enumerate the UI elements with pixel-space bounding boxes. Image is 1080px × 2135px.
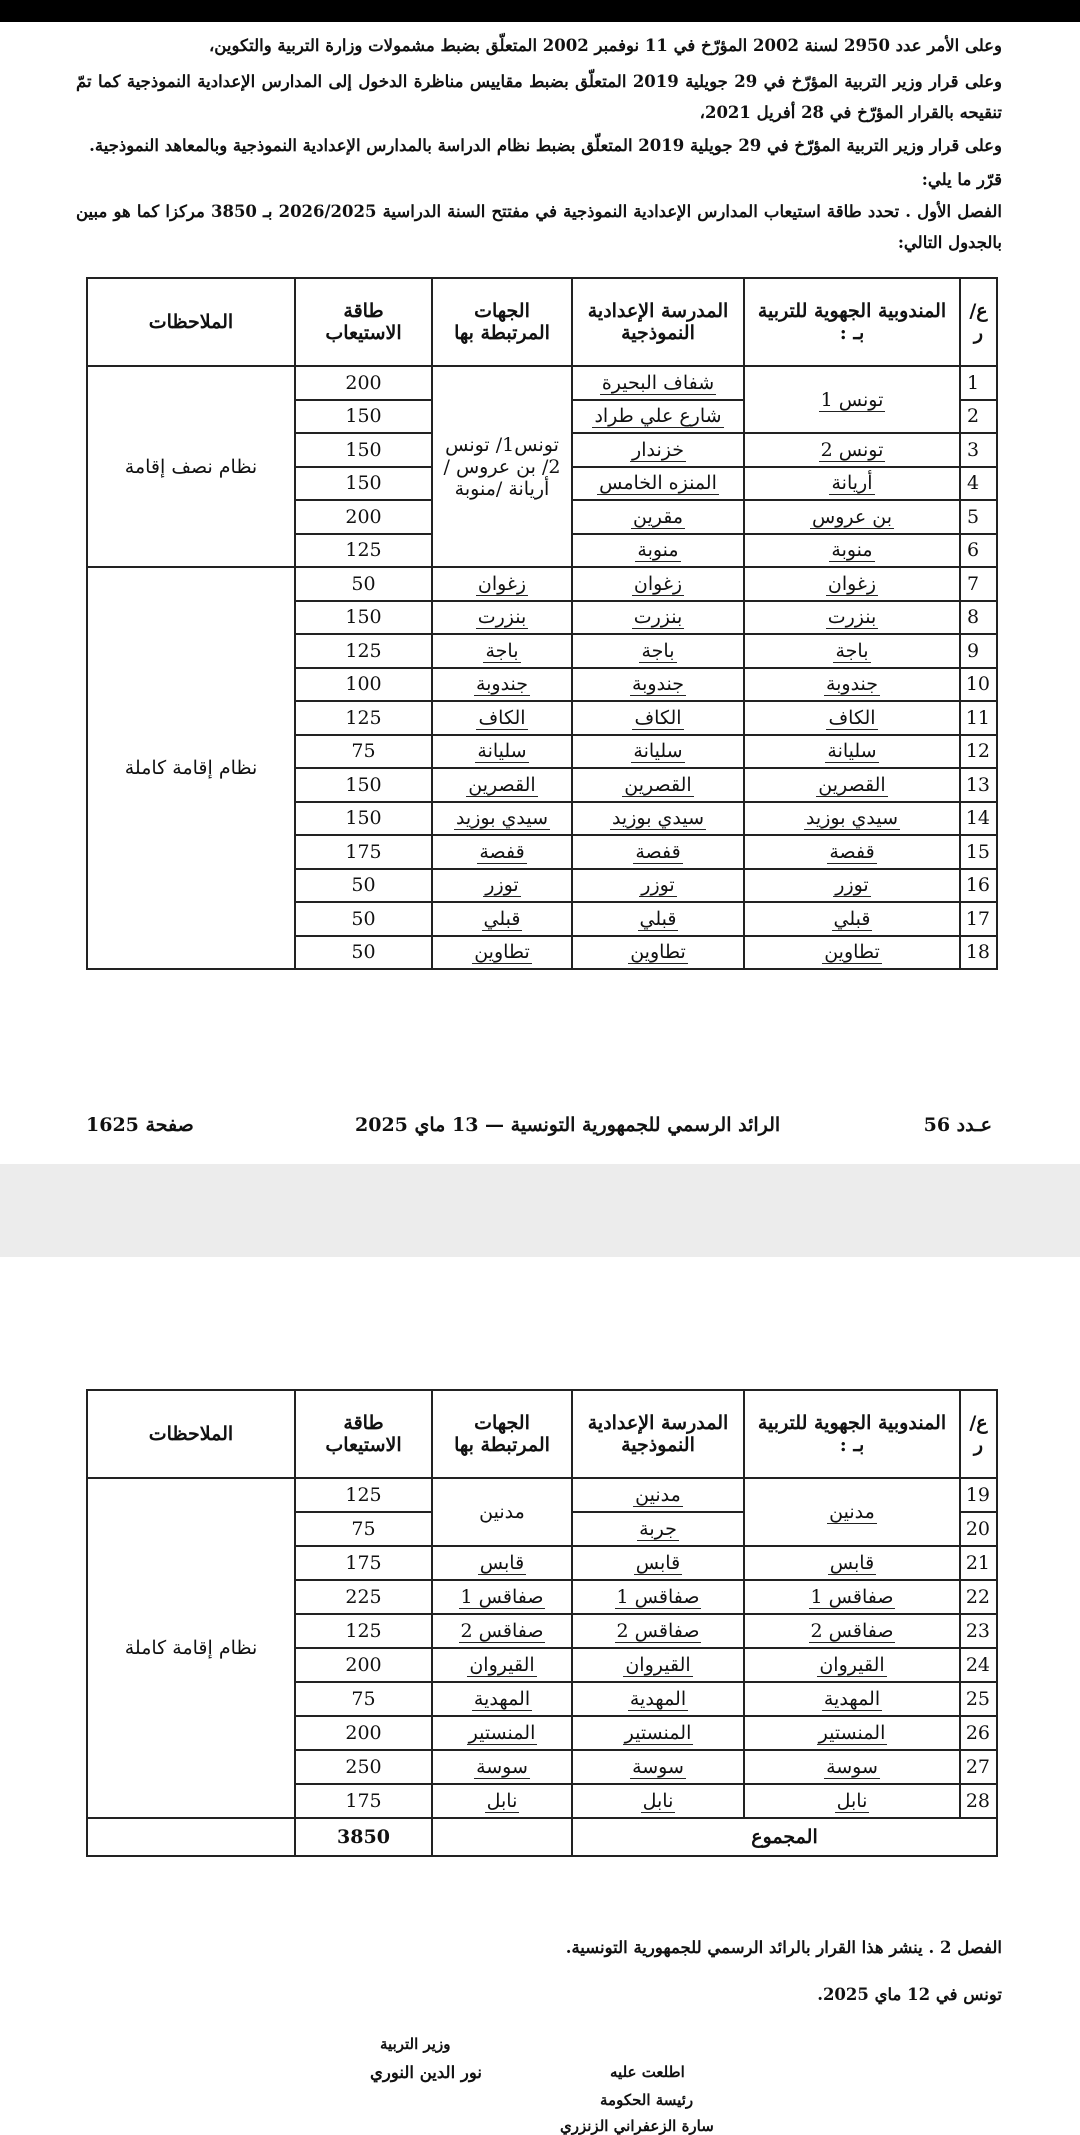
capacity-cell: 150 [295,400,432,434]
region-cell-text: سليانة [827,740,877,763]
total-label: المجموع [572,1818,997,1856]
linked-regions-cell-text: المنستير [468,1722,536,1744]
school-cell-text: شفاف البحيرة [601,371,715,394]
school-cell [572,1716,744,1750]
header-serial: ع/ر [960,1390,997,1478]
header-linked: الجهات المرتبطة بها [432,1390,572,1478]
region-cell-text: بن عروس [812,505,892,528]
table-row [87,366,997,400]
capacity-cell: 175 [295,1546,432,1580]
row-number: 28 [960,1784,997,1818]
school-cell [572,1580,744,1614]
region-cell [744,467,960,501]
header-serial: ع/ر [960,278,997,366]
row-number: 1 [960,366,997,400]
capacity-cell: 200 [295,500,432,534]
region-cell-text: مدنين [829,1501,875,1523]
school-cell-text: المهدية [629,1688,687,1710]
school-cell-text: جندوبة [631,673,685,696]
school-cell-text: زغوان [633,572,683,595]
linked-regions-cell-text: القصرين [468,773,536,796]
paragraph-article-1: الفصل الأول . تحدد طاقة استيعاب المدارس الإعدادية النموذجية في مفتتح السنة الدراسية 2026/2025 بـ 3850 مركزا كما هو مبين بالجدول التالي: [76,202,1003,252]
region-cell [744,1614,960,1648]
school-cell-text: صفاقس 2 [616,1620,700,1642]
paragraph-entry-criteria: وعلى قرار وزير التربية المؤرّخ في 29 جويلية 2019 المتعلّق بضبط مقاييس مناظرة الدخول إلى المدارس الإعدادية النموذجية كما تمّ تنقيحه بالقرار المؤرّخ في 28 أفريل 2021، [76,72,1003,122]
row-number: 17 [960,902,997,936]
linked-regions-cell-text: سليانة [477,740,527,763]
linked-regions-cell [432,601,572,635]
row-number: 9 [960,634,997,668]
row-number: 23 [960,1614,997,1648]
school-cell-text: المنستير [624,1722,692,1744]
row-number: 20 [960,1512,997,1546]
region-cell-text: جندوبة [825,673,879,696]
linked-regions-cell [432,735,572,769]
linked-regions-cell [432,634,572,668]
school-cell [572,567,744,601]
row-number: 3 [960,433,997,467]
linked-regions-cell [432,869,572,903]
capacity-cell: 100 [295,668,432,702]
school-cell [572,366,744,400]
linked-regions-cell [432,1614,572,1648]
linked-regions-cell [432,1750,572,1784]
row-number: 12 [960,735,997,769]
region-cell-text: نابل [836,1790,868,1812]
page-footer [0,1114,1080,1144]
row-number: 2 [960,400,997,434]
row-number: 27 [960,1750,997,1784]
school-cell [572,500,744,534]
minister-name: نور الدين النوري [370,2063,482,2082]
row-number: 21 [960,1546,997,1580]
linked-regions-cell [432,768,572,802]
total-notes-blank [87,1818,295,1856]
total-row [87,1818,997,1856]
header-linked: الجهات المرتبطة بها [432,278,572,366]
pm-title: رئيسة الحكومة [600,2091,694,2109]
linked-regions-cell-text: توزر [485,874,519,897]
header-region: المندوبية الجهوية للتربية بـ : [744,278,960,366]
notes-cell: نظام نصف إقامة [87,366,295,567]
row-number: 19 [960,1478,997,1512]
linked-regions-cell-text: قفصة [479,840,525,863]
region-cell-text: المنستير [818,1722,886,1744]
school-cell [572,1682,744,1716]
region-cell-text: المهدية [823,1688,881,1710]
capacity-cell: 150 [295,802,432,836]
region-cell [744,936,960,970]
linked-regions-cell [432,802,572,836]
school-cell [572,534,744,568]
school-cell [572,869,744,903]
capacity-table-part-1 [86,277,998,970]
capacity-cell: 125 [295,701,432,735]
header-capacity: طاقة الاستيعاب [295,278,432,366]
capacity-cell: 150 [295,601,432,635]
paragraph-study-system: وعلى قرار وزير التربية المؤرّخ في 29 جويلية 2019 المتعلّق بضبط نظام الدراسة بالمدارس الإعدادية النموذجية وبالمعاهد النموذجية. [89,136,1002,155]
region-cell-text: باجة [835,639,869,662]
region-cell-text: تونس 1 [820,388,884,411]
table-row [87,1478,997,1512]
school-cell-text: تطاوين [630,941,686,964]
region-cell-text: القيروان [819,1654,885,1676]
capacity-cell: 75 [295,735,432,769]
row-number: 6 [960,534,997,568]
minister-title: وزير التربية [380,2035,451,2053]
linked-regions-cell-text: قابس [479,1552,525,1574]
region-cell-text: سوسة [826,1756,878,1778]
school-cell [572,1784,744,1818]
capacity-cell: 175 [295,835,432,869]
region-cell [744,768,960,802]
school-cell [572,902,744,936]
school-cell [572,433,744,467]
row-number: 24 [960,1648,997,1682]
header-capacity: طاقة الاستيعاب [295,1390,432,1478]
region-cell [744,668,960,702]
linked-regions-cell [432,1716,572,1750]
region-cell [744,601,960,635]
school-cell-text: سليانة [633,740,683,763]
school-cell [572,768,744,802]
top-black-bar [0,0,1080,22]
linked-regions-cell-text: زغوان [477,572,527,595]
school-cell-text: خزندار [632,438,684,461]
school-cell-text: سيدي بوزيد [611,807,705,830]
region-cell [744,1716,960,1750]
linked-regions-cell-text: القيروان [469,1654,535,1676]
region-cell [744,1648,960,1682]
linked-regions-cell-text: المهدية [473,1688,531,1710]
school-cell [572,634,744,668]
row-number: 26 [960,1716,997,1750]
capacity-cell: 50 [295,902,432,936]
capacity-cell: 125 [295,634,432,668]
region-cell [744,735,960,769]
row-number: 14 [960,802,997,836]
region-cell [744,433,960,467]
footer-issue-number: عـدد 56 [923,1114,992,1136]
row-number: 15 [960,835,997,869]
linked-regions-cell [432,1580,572,1614]
region-cell-text: بنزرت [827,606,877,629]
row-number: 18 [960,936,997,970]
region-cell [744,701,960,735]
school-cell [572,668,744,702]
school-cell-text: سوسة [632,1756,684,1778]
school-cell-text: قبلي [639,907,677,930]
region-cell [744,802,960,836]
school-cell-text: قفصة [635,840,681,863]
school-cell-text: الكاف [634,706,682,729]
school-cell [572,467,744,501]
region-cell-text: قبلي [833,907,871,930]
region-cell [744,534,960,568]
school-cell-text: مقرين [632,505,684,528]
capacity-cell: 50 [295,936,432,970]
school-cell-text: باجة [641,639,675,662]
linked-regions-cell-text: سيدي بوزيد [455,807,549,830]
region-cell [744,1784,960,1818]
region-cell-text: سيدي بوزيد [805,807,899,830]
linked-regions-cell [432,1546,572,1580]
table-header-row [87,1390,997,1478]
region-cell [744,567,960,601]
row-number: 25 [960,1682,997,1716]
row-number: 4 [960,467,997,501]
school-cell-text: نابل [642,1790,674,1812]
document-page-1 [0,22,1080,1164]
linked-regions-cell [432,1648,572,1682]
article-2: الفصل 2 . ينشر هذا القرار بالرائد الرسمي للجمهورية التونسية. [565,1938,1002,1957]
header-region: المندوبية الجهوية للتربية بـ : [744,1390,960,1478]
linked-regions-cell: مدنين [432,1478,572,1546]
notes-cell: نظام إقامة كاملة [87,1478,295,1818]
school-cell [572,1546,744,1580]
region-cell-text: أريانة [831,472,873,495]
region-cell [744,1580,960,1614]
capacity-cell: 150 [295,433,432,467]
capacity-cell: 50 [295,869,432,903]
region-cell-text: القصرين [818,773,886,796]
pm-name: سارة الزعفراني الزنزري [560,2117,714,2135]
linked-regions-cell-text: جندوبة [475,673,529,696]
school-cell [572,1478,744,1512]
school-cell-text: القصرين [624,773,692,796]
school-cell-text: توزر [641,874,675,897]
capacity-table-part-2 [86,1389,998,1857]
capacity-cell: 125 [295,1614,432,1648]
school-cell-text: شارع علي طراد [594,405,722,428]
region-cell-text: تونس 2 [820,438,884,461]
school-cell [572,701,744,735]
linked-regions-cell-text: الكاف [478,706,526,729]
capacity-cell: 125 [295,1478,432,1512]
signing-date: تونس في 12 ماي 2025. [817,1985,1002,2004]
paragraph-decree: وعلى الأمر عدد 2950 لسنة 2002 المؤرّخ في 11 نوفمبر 2002 المتعلّق بضبط مشمولات وزارة التربية والتكوين، [208,36,1002,55]
linked-regions-cell-text: صفاقس 2 [460,1620,544,1642]
region-cell-text: منوبة [831,539,873,562]
capacity-cell: 200 [295,1716,432,1750]
table-header-row [87,278,997,366]
seen-label: اطلعت عليه [610,2063,685,2081]
linked-regions-cell [432,835,572,869]
header-school: المدرسة الإعدادية النموذجية [572,1390,744,1478]
capacity-cell: 200 [295,366,432,400]
header-notes: الملاحظات [87,278,295,366]
region-cell-text: توزر [835,874,869,897]
school-cell [572,735,744,769]
school-cell [572,1648,744,1682]
school-cell-text: مدنين [635,1484,681,1506]
paragraph-decided: قرّر ما يلي: [921,170,1002,189]
linked-regions-cell [432,701,572,735]
school-cell [572,802,744,836]
linked-regions-cell: تونس1/ تونس 2/ بن عروس /أريانة /منوبة [432,366,572,567]
school-cell [572,400,744,434]
region-cell [744,1750,960,1784]
school-cell-text: القيروان [625,1654,691,1676]
region-cell-text: الكاف [828,706,876,729]
row-number: 16 [960,869,997,903]
region-cell [744,835,960,869]
school-cell-text: صفاقس 1 [616,1586,700,1608]
header-notes: الملاحظات [87,1390,295,1478]
total-blank [432,1818,572,1856]
region-cell [744,1546,960,1580]
linked-regions-cell [432,1682,572,1716]
region-cell [744,500,960,534]
school-cell [572,601,744,635]
region-cell [744,634,960,668]
table-row [87,567,997,601]
school-cell-text: منوبة [637,539,679,562]
region-cell-text: قابس [829,1552,875,1574]
school-cell-text: قابس [635,1552,681,1574]
region-cell [744,902,960,936]
region-cell-text: زغوان [827,572,877,595]
school-cell [572,1512,744,1546]
linked-regions-cell-text: سوسة [476,1756,528,1778]
region-cell [744,869,960,903]
row-number: 7 [960,567,997,601]
capacity-cell: 225 [295,1580,432,1614]
capacity-cell: 175 [295,1784,432,1818]
linked-regions-cell-text: صفاقس 1 [460,1586,544,1608]
linked-regions-cell [432,902,572,936]
row-number: 22 [960,1580,997,1614]
linked-regions-cell [432,567,572,601]
school-cell-text: المنزه الخامس [599,472,717,495]
linked-regions-cell [432,1784,572,1818]
school-cell-text: جربة [639,1518,677,1540]
capacity-cell: 75 [295,1682,432,1716]
linked-regions-cell-text: تطاوين [474,941,530,964]
linked-regions-cell [432,668,572,702]
row-number: 11 [960,701,997,735]
header-school: المدرسة الإعدادية النموذجية [572,278,744,366]
school-cell [572,1750,744,1784]
notes-cell: نظام إقامة كاملة [87,567,295,969]
region-cell-text: صفاقس 1 [810,1586,894,1608]
capacity-cell: 75 [295,1512,432,1546]
school-cell [572,835,744,869]
document-page-2 [0,1257,1080,2135]
row-number: 8 [960,601,997,635]
region-cell-text: قفصة [829,840,875,863]
footer-page-number: صفحة 1625 [86,1114,194,1136]
capacity-cell: 125 [295,534,432,568]
region-cell-text: تطاوين [824,941,880,964]
capacity-cell: 150 [295,467,432,501]
region-cell [744,366,960,433]
linked-regions-cell [432,936,572,970]
linked-regions-cell-text: باجة [485,639,519,662]
region-cell [744,1478,960,1546]
total-value: 3850 [295,1818,432,1856]
linked-regions-cell-text: بنزرت [477,606,527,629]
linked-regions-cell-text: قبلي [483,907,521,930]
linked-regions-cell-text: نابل [486,1790,518,1812]
row-number: 5 [960,500,997,534]
school-cell-text: بنزرت [633,606,683,629]
region-cell [744,1682,960,1716]
capacity-cell: 250 [295,1750,432,1784]
capacity-cell: 200 [295,1648,432,1682]
region-cell-text: صفاقس 2 [810,1620,894,1642]
capacity-cell: 50 [295,567,432,601]
page-separator [0,1164,1080,1257]
school-cell [572,936,744,970]
row-number: 10 [960,668,997,702]
row-number: 13 [960,768,997,802]
school-cell [572,1614,744,1648]
footer-gazette-title: الرائد الرسمي للجمهورية التونسية — 13 ماي 2025 [355,1114,781,1136]
capacity-cell: 150 [295,768,432,802]
